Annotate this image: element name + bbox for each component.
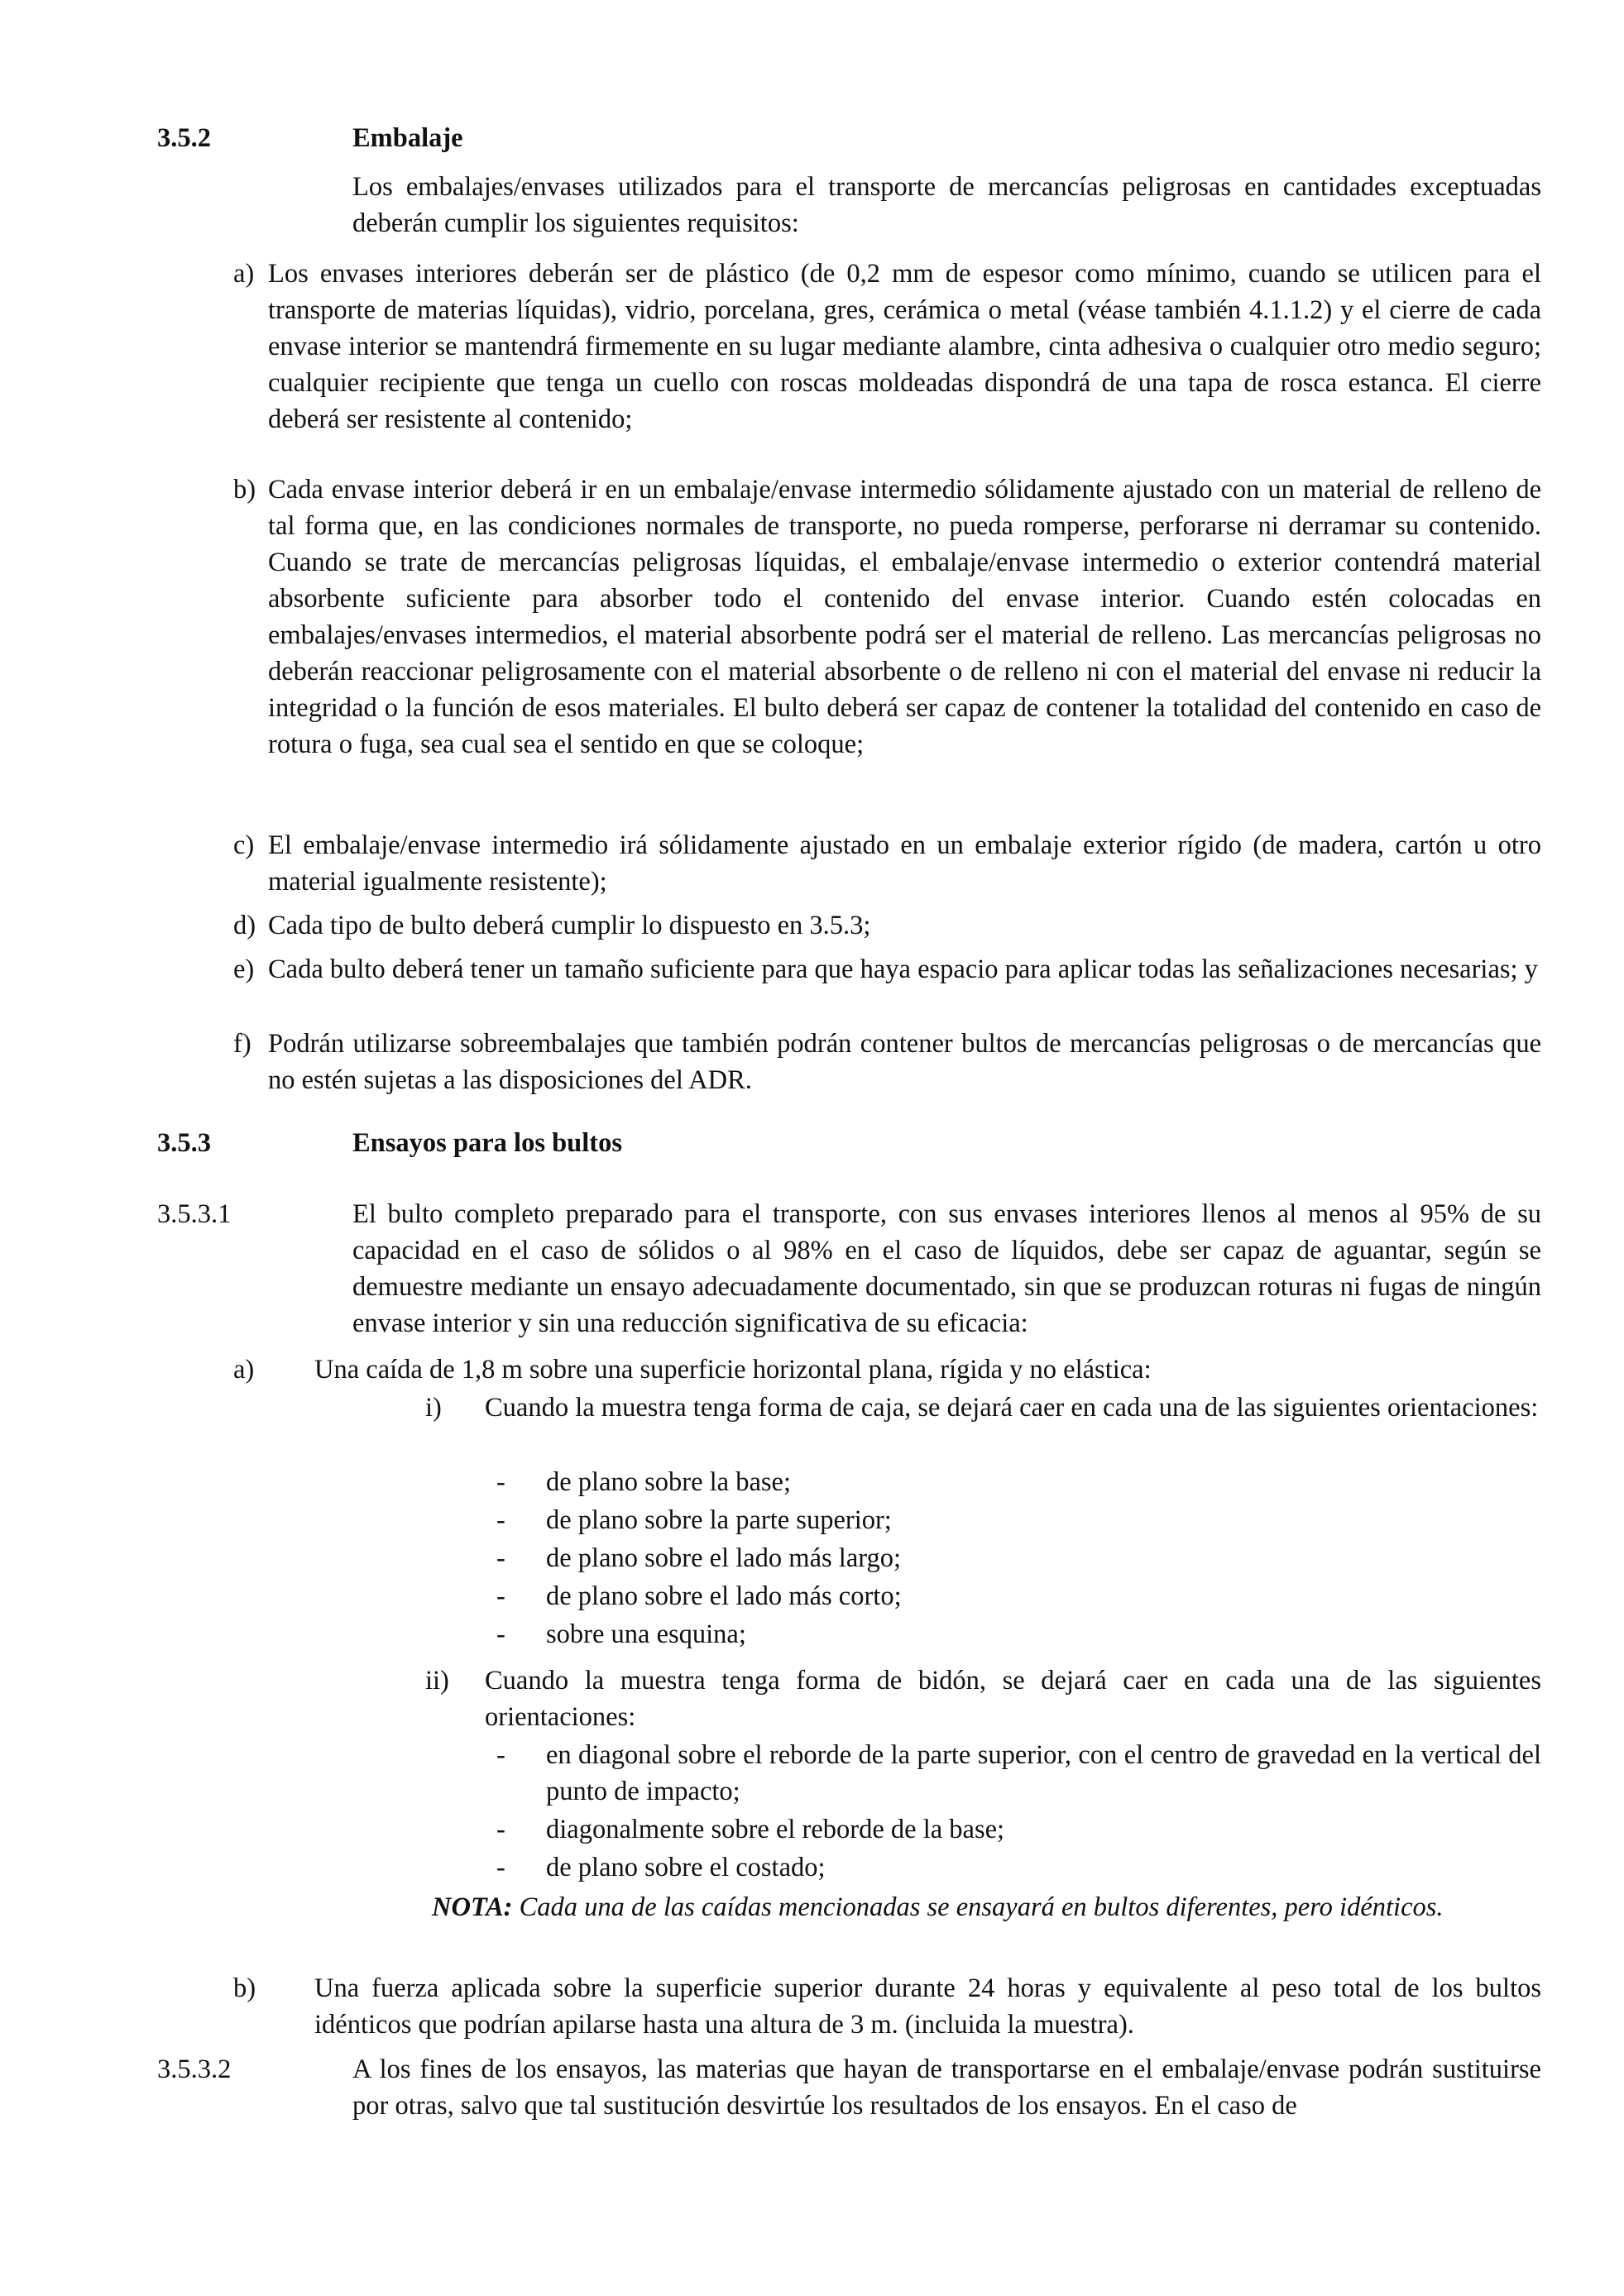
dash-marker: -	[496, 1543, 505, 1573]
paragraph-number: 3.5.3.2	[157, 2054, 232, 2084]
section-title: Ensayos para los bultos	[352, 1128, 622, 1158]
item-text: Los envases interiores deberán ser de plástico (de 0,2 mm de espesor como mínimo, cuando se utilicen para el transporte de materias líquidas), vidrio, porcelana, gres, cerámica o metal (véase también 4.1.1.2) y el cierre de cada envase interior se mantendrá firmemente en su lugar mediante alambre, cinta adhesiva o cualquier otro medio seguro; cualquier recipiente que tenga un cuello con roscas moldeadas dispondrá de una tapa de rosca estanca. El cierre deberá ser resistente al contenido;	[268, 259, 1541, 434]
item-label: a)	[233, 259, 255, 289]
item-text: Una caída de 1,8 m sobre una superficie horizontal plana, rígida y no elástica:	[314, 1355, 1152, 1385]
item-text: Una fuerza aplicada sobre la superficie superior durante 24 horas y equivalente al peso total de los bultos idénticos que podrían apilarse hasta una altura de 3 m. (incluida la muestra).	[314, 1973, 1541, 2040]
dash-marker: -	[496, 1740, 505, 1770]
item-text: El embalaje/envase intermedio irá sólidamente ajustado en un embalaje exterior rígido (de madera, cartón u otro material igualmente resistente);	[268, 830, 1541, 897]
dash-item-text: de plano sobre la parte superior;	[546, 1505, 892, 1535]
sub-item-label: i)	[425, 1393, 442, 1423]
dash-item-text: de plano sobre el lado más corto;	[546, 1581, 902, 1611]
item-label: a)	[233, 1355, 255, 1385]
item-text: Cada bulto deberá tener un tamaño suficiente para que haya espacio para aplicar todas las señalizaciones necesarias; y	[268, 954, 1538, 984]
paragraph-number: 3.5.3.1	[157, 1199, 232, 1229]
dash-marker: -	[496, 1815, 505, 1844]
item-label: d)	[233, 911, 256, 940]
item-label: b)	[233, 1973, 256, 2003]
item-label: e)	[233, 954, 255, 984]
item-label: b)	[233, 475, 256, 505]
section-number: 3.5.2	[157, 123, 211, 153]
item-text: Cada tipo de bulto deberá cumplir lo dispuesto en 3.5.3;	[268, 911, 871, 940]
item-label: f)	[233, 1029, 252, 1059]
sub-item-text: Cuando la muestra tenga forma de bidón, se dejará caer en cada una de las siguientes orientaciones:	[485, 1666, 1541, 1732]
dash-item-text: diagonalmente sobre el reborde de la base;	[546, 1815, 1005, 1844]
item-text: Cada envase interior deberá ir en un embalaje/envase intermedio sólidamente ajustado con un material de relleno de tal forma que, en las condiciones normales de transporte, no pueda romperse, perforarse ni derramar su contenido. Cuando se trate de mercancías peligrosas líquidas, el embalaje/envase intermedio o exterior contendrá material absorbente suficiente para absorber todo el contenido del envase interior. Cuando estén colocadas en embalajes/envases intermedios, el material absorbente podrá ser el material de relleno. Las mercancías peligrosas no deberán reaccionar peligrosamente con el material absorbente o de relleno ni con el material del envase ni reducir la integridad o la función de esos materiales. El bulto deberá ser capaz de contener la totalidad del contenido en caso de rotura o fuga, sea cual sea el sentido en que se coloque;	[268, 475, 1541, 759]
sub-item-label: ii)	[425, 1666, 449, 1696]
dash-item-text: en diagonal sobre el reborde de la parte superior, con el centro de gravedad en la vertical del punto de impacto;	[546, 1740, 1541, 1806]
intro-paragraph: Los embalajes/envases utilizados para el transporte de mercancías peligrosas en cantidades exceptuadas deberán cumplir los siguientes requisitos:	[352, 172, 1541, 238]
paragraph-text: El bulto completo preparado para el transporte, con sus envases interiores llenos al menos al 95% de su capacidad en el caso de sólidos o al 98% en el caso de líquidos, debe ser capaz de aguantar, según se demuestre mediante un ensayo adecuadamente documentado, sin que se produzcan roturas ni fugas de ningún envase interior y sin una reducción significativa de su eficacia:	[352, 1199, 1541, 1338]
section-title: Embalaje	[352, 123, 463, 153]
note	[432, 1889, 1541, 1925]
section-number: 3.5.3	[157, 1128, 211, 1158]
dash-item-text: sobre una esquina;	[546, 1619, 746, 1649]
item-text: Podrán utilizarse sobreembalajes que también podrán contener bultos de mercancías peligrosas o de mercancías que no estén sujetas a las disposiciones del ADR.	[268, 1029, 1541, 1095]
dash-marker: -	[496, 1467, 505, 1497]
dash-item-text: de plano sobre la base;	[546, 1467, 792, 1497]
dash-marker: -	[496, 1853, 505, 1882]
item-label: c)	[233, 830, 255, 860]
sub-item-text: Cuando la muestra tenga forma de caja, se dejará caer en cada una de las siguientes orientaciones:	[485, 1393, 1539, 1423]
dash-marker: -	[496, 1505, 505, 1535]
dash-marker: -	[496, 1581, 505, 1611]
dash-item-text: de plano sobre el costado;	[546, 1853, 826, 1882]
note-label: NOTA:	[432, 1892, 513, 1922]
dash-item-text: de plano sobre el lado más largo;	[546, 1543, 902, 1573]
note-text: Cada una de las caídas mencionadas se ensayará en bultos diferentes, pero idénticos.	[519, 1892, 1444, 1922]
paragraph-text: A los fines de los ensayos, las materias que hayan de transportarse en el embalaje/envase podrán sustituirse por otras, salvo que tal sustitución desvirtúe los resultados de los ensayos. En el caso de	[352, 2054, 1541, 2121]
dash-marker: -	[496, 1619, 505, 1649]
